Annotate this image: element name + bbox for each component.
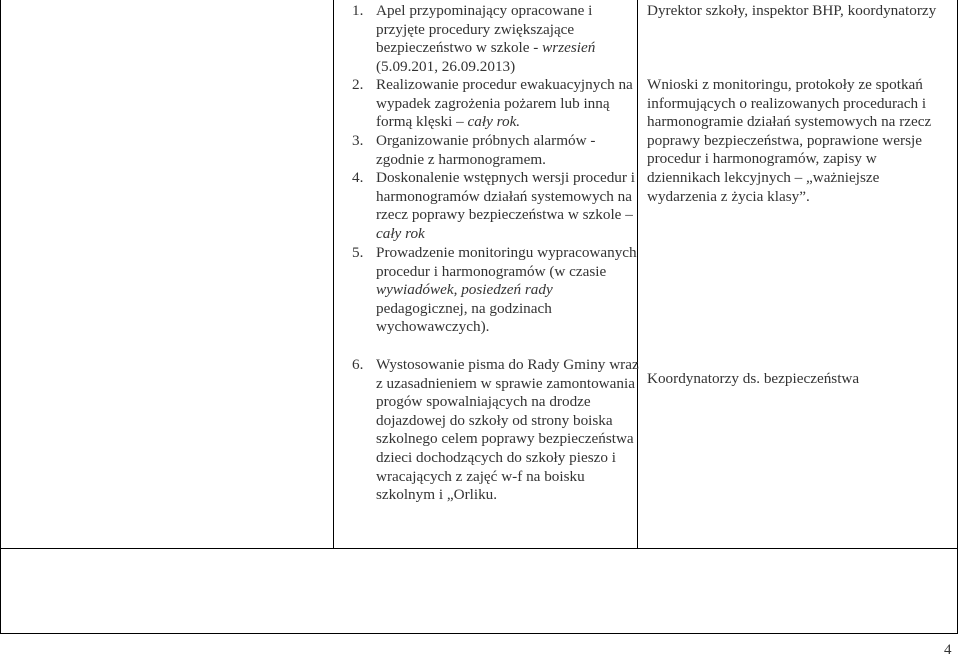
list-item-text: Realizowanie procedur ewakuacyjnych na wypadek zagrożenia pożarem lub inną formą klęski –	[376, 76, 633, 131]
evidence-text: Wnioski z monitoringu, protokoły ze spotkań informujących o realizowanych procedurach i harmonogramie działań systemowych na rzecz poprawy bezpieczeństwa, poprawione wersje procedur i harmonogramów, zapisy w dziennikach lekcyjnych – „ważniejsze wydarzenia z życia klasy”.	[647, 76, 932, 205]
list-item-text: Apel przypominający opracowane i przyjęte procedury zwiększające bezpieczeństwo w szkole -	[376, 2, 593, 57]
list-item-text: Doskonalenie wstępnych wersji procedur i harmonogramów działań systemowych na rzecz poprawy bezpieczeństwa w szkole –	[376, 169, 635, 224]
list-item	[352, 76, 642, 132]
coordinators-text: Koordynatorzy ds. bezpieczeństwa	[647, 370, 860, 387]
list-item-text: Prowadzenie monitoringu wypracowanych procedur i harmonogramów (w czasie	[376, 244, 637, 280]
list-item	[352, 356, 642, 505]
list-item-number: 2.	[352, 76, 364, 93]
list-item-emphasis: wywiadówek, posiedzeń rady	[376, 281, 553, 299]
list-item-tail: (5.09.201, 26.09.2013)	[376, 57, 516, 75]
list-item	[352, 244, 642, 337]
table-border	[0, 548, 958, 549]
responsible-text: Dyrektor szkoły, inspektor BHP, koordynatorzy	[647, 2, 937, 19]
list-item-number: 6.	[352, 356, 364, 373]
table-border	[957, 0, 958, 634]
list-item	[352, 132, 642, 169]
list-item-number: 4.	[352, 169, 364, 186]
page-number: 4	[944, 642, 952, 658]
list-item-number: 3.	[352, 132, 364, 149]
list-item	[352, 169, 642, 243]
table-border	[333, 0, 334, 548]
list-item-number: 5.	[352, 244, 364, 261]
list-item-text: Wystosowanie pisma do Rady Gminy wraz z uzasadnieniem w sprawie zamontowania progów spowalniających na drodze dojazdowej do szkoły od strony boiska szkolnego celem poprawy bezpieczeństwa dzieci dochodzących do szkoły pieszo i wracających z zajęć w-f na boisku szkolnym i „Orliku.	[376, 356, 639, 504]
list-item-emphasis: wrzesień	[542, 39, 596, 57]
list-item	[352, 2, 642, 76]
list-item-number: 1.	[352, 2, 364, 19]
list-item-emphasis: cały rok	[376, 224, 425, 242]
list-item-text: Organizowanie próbnych alarmów - zgodnie z harmonogramem.	[376, 132, 596, 168]
table-border	[0, 633, 958, 634]
list-item-tail: pedagogicznej, na godzinach wychowawczych).	[376, 299, 552, 336]
table-border	[0, 0, 1, 634]
list-item-emphasis: cały rok.	[467, 113, 521, 131]
